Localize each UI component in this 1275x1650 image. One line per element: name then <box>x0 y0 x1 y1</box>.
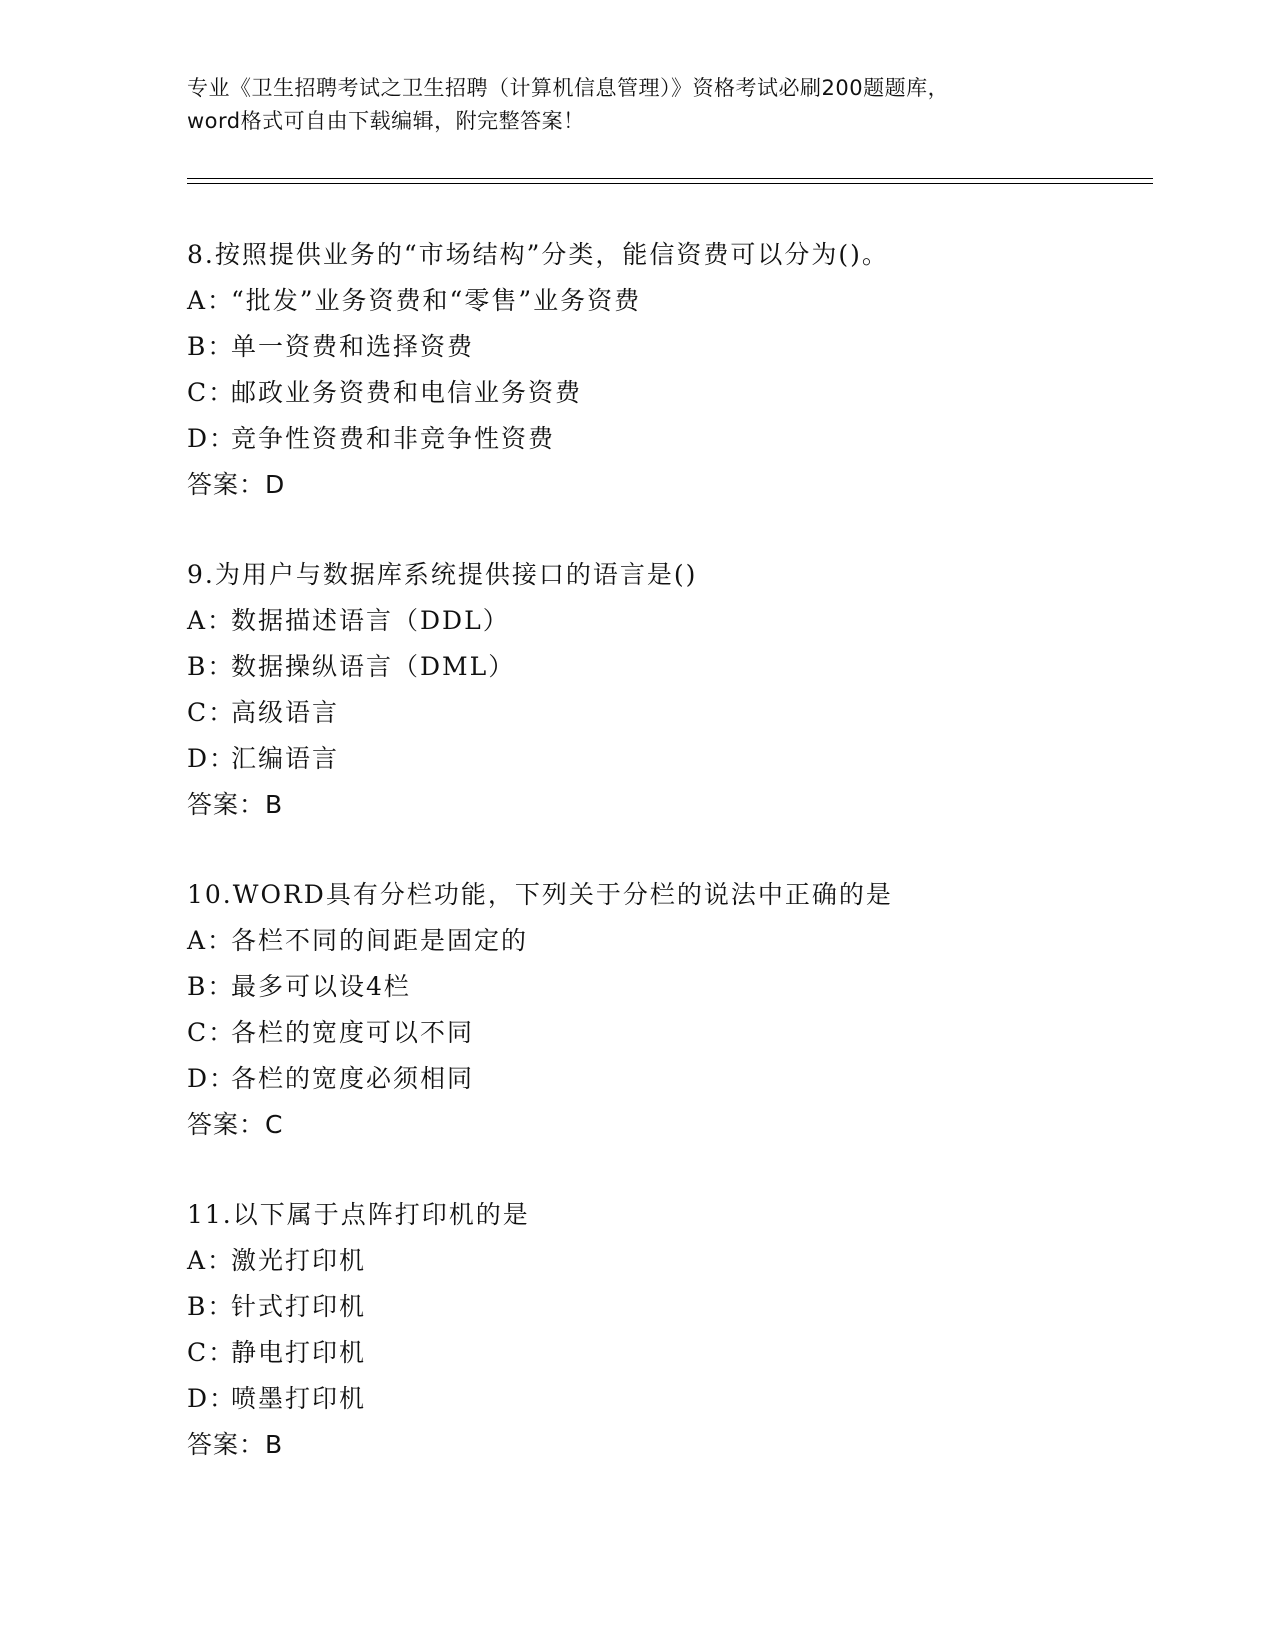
option-b <box>187 964 1147 1010</box>
option-letter: B： <box>187 972 235 1001</box>
option-c <box>187 370 1147 416</box>
option-text: 激光打印机 <box>231 1246 367 1275</box>
document-header <box>187 72 1087 138</box>
header-line-1: 专业《卫生招聘考试之卫生招聘（计算机信息管理）》资格考试必刷200题题库， <box>187 76 950 100</box>
option-letter: D： <box>187 1064 237 1093</box>
option-letter: A： <box>187 926 235 955</box>
option-b <box>187 644 1147 690</box>
option-text: 喷墨打印机 <box>231 1384 367 1413</box>
option-text: 单一资费和选择资费 <box>231 332 475 361</box>
option-text: 汇编语言 <box>231 744 340 773</box>
option-letter: C： <box>187 698 236 727</box>
option-text: 各栏不同的间距是固定的 <box>231 926 529 955</box>
option-letter: B： <box>187 1292 235 1321</box>
question-block <box>187 232 1147 508</box>
option-text: 竞争性资费和非竞争性资费 <box>231 424 556 453</box>
option-letter: C： <box>187 1338 236 1367</box>
option-c <box>187 690 1147 736</box>
option-text: 数据操纵语言（DML） <box>231 652 516 681</box>
option-letter: B： <box>187 652 235 681</box>
option-letter: C： <box>187 378 236 407</box>
option-letter: C： <box>187 1018 236 1047</box>
answer-line: 答案：C <box>187 1110 284 1139</box>
option-letter: D： <box>187 1384 237 1413</box>
option-b <box>187 1284 1147 1330</box>
option-c <box>187 1330 1147 1376</box>
question-stem: 10.WORD具有分栏功能，下列关于分栏的说法中正确的是 <box>187 880 893 909</box>
option-text: 邮政业务资费和电信业务资费 <box>231 378 583 407</box>
option-text: 各栏的宽度可以不同 <box>231 1018 475 1047</box>
header-line-2: word格式可自由下载编辑，附完整答案！ <box>187 109 585 133</box>
option-a <box>187 918 1147 964</box>
header-divider-top <box>187 178 1153 179</box>
option-d <box>187 416 1147 462</box>
option-text: 最多可以设4栏 <box>231 972 411 1001</box>
option-letter: D： <box>187 424 237 453</box>
option-b <box>187 324 1147 370</box>
question-block <box>187 552 1147 828</box>
option-letter: B： <box>187 332 235 361</box>
option-text: 各栏的宽度必须相同 <box>231 1064 475 1093</box>
option-letter: D： <box>187 744 237 773</box>
question-stem: 8.按照提供业务的“市场结构”分类，能信资费可以分为()。 <box>187 240 889 269</box>
option-text: 针式打印机 <box>231 1292 367 1321</box>
option-letter: A： <box>187 606 235 635</box>
option-text: 数据描述语言（DDL） <box>231 606 510 635</box>
option-a <box>187 1238 1147 1284</box>
option-d <box>187 736 1147 782</box>
header-divider-bottom <box>187 183 1153 184</box>
answer-line: 答案：B <box>187 790 284 819</box>
option-a <box>187 278 1147 324</box>
answer-line: 答案：B <box>187 1430 284 1459</box>
option-letter: A： <box>187 1246 235 1275</box>
option-c <box>187 1010 1147 1056</box>
option-text: “批发”业务资费和“零售”业务资费 <box>231 286 642 315</box>
question-block <box>187 872 1147 1148</box>
option-d <box>187 1376 1147 1422</box>
option-a <box>187 598 1147 644</box>
answer-line: 答案：D <box>187 470 286 499</box>
option-text: 静电打印机 <box>231 1338 367 1367</box>
question-stem: 9.为用户与数据库系统提供接口的语言是() <box>187 560 698 589</box>
question-stem: 11.以下属于点阵打印机的是 <box>187 1200 530 1229</box>
option-d <box>187 1056 1147 1102</box>
option-letter: A： <box>187 286 235 315</box>
question-block <box>187 1192 1147 1468</box>
option-text: 高级语言 <box>231 698 340 727</box>
